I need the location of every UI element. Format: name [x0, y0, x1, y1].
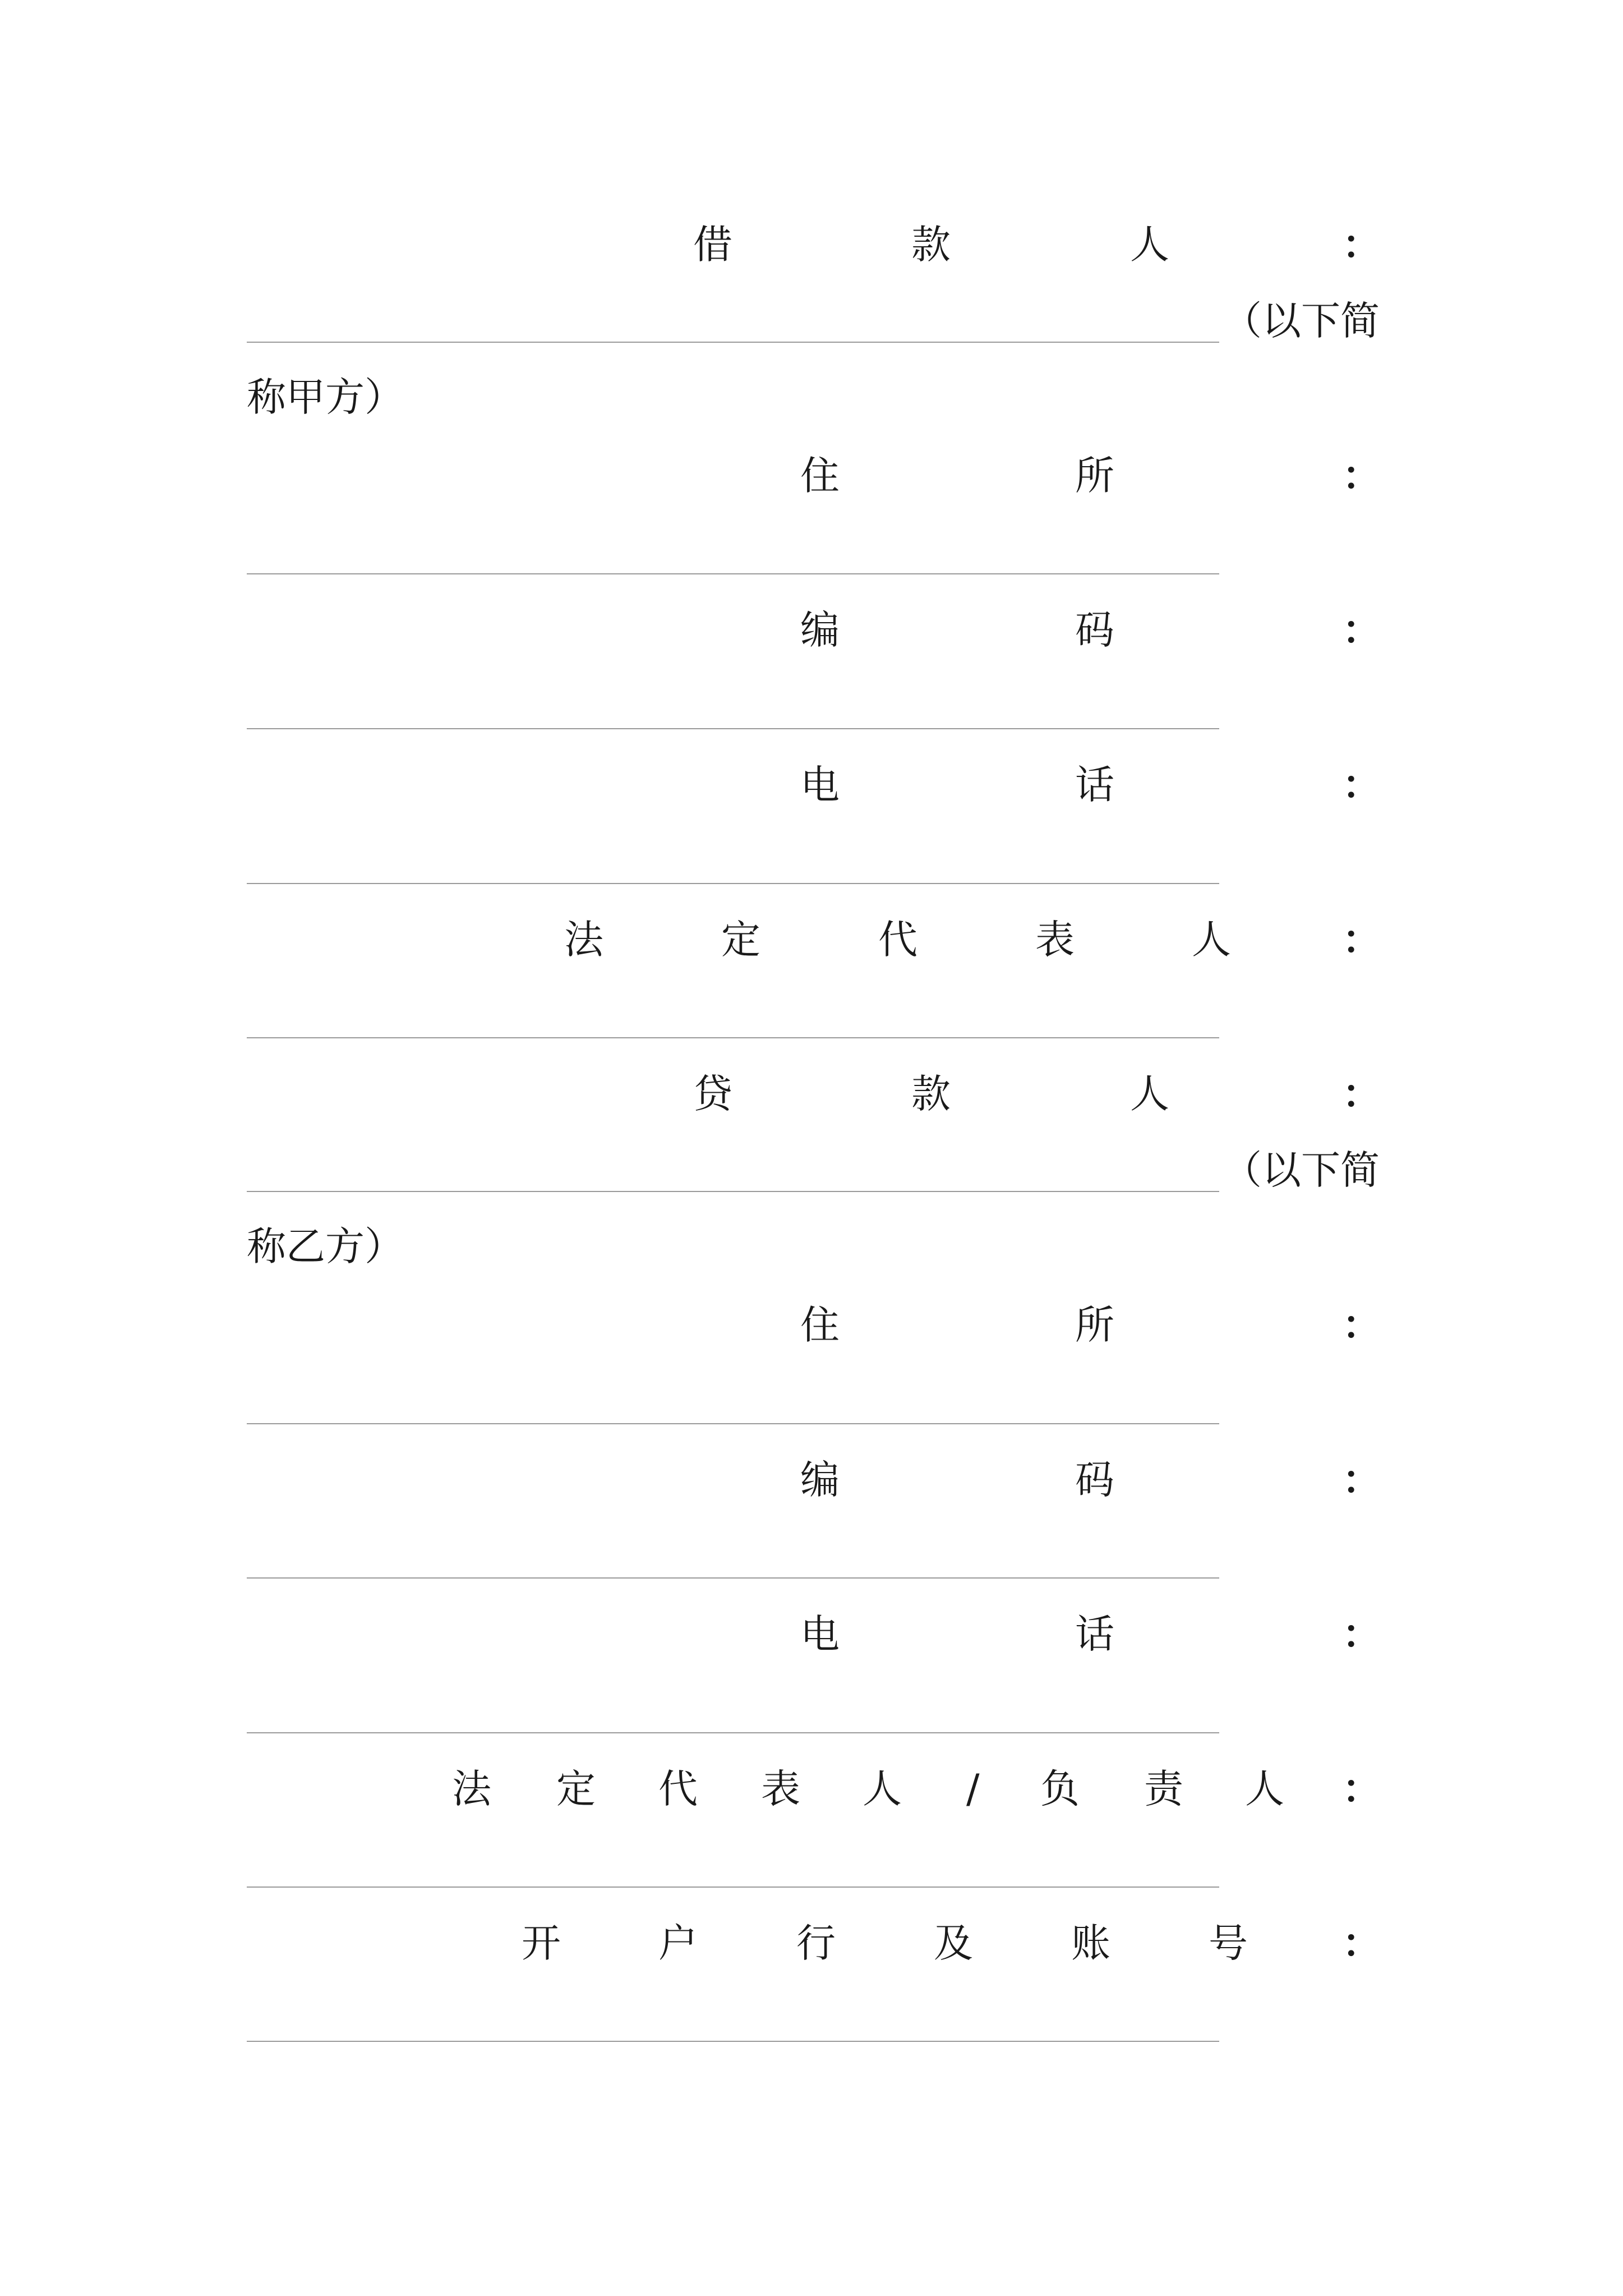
label-char: 法 — [564, 917, 603, 963]
label-char: 款 — [911, 222, 951, 268]
label-char: 款 — [911, 1071, 951, 1117]
colon: ： — [1342, 607, 1381, 653]
label-char: 人 — [1192, 917, 1231, 963]
colon: ： — [1342, 1920, 1381, 1966]
colon: ： — [1342, 1457, 1381, 1503]
legal-rep-fill-line[interactable] — [247, 1887, 1219, 1888]
phone-label — [0, 1606, 1623, 1662]
label-char: 户 — [658, 1920, 698, 1966]
phone-fill-line[interactable] — [247, 883, 1219, 884]
abbrev-note-line2: 称乙方） — [247, 1223, 404, 1269]
colon: ： — [1342, 917, 1381, 963]
label-char: 住 — [800, 1302, 840, 1348]
label-char: 账 — [1071, 1920, 1110, 1966]
label-char: 号 — [1209, 1920, 1248, 1966]
colon: ： — [1342, 1611, 1381, 1657]
borrower-fill-line[interactable] — [247, 342, 1219, 343]
colon: ： — [1342, 1766, 1381, 1812]
label-char: 人 — [863, 1766, 902, 1812]
address-label — [0, 1297, 1623, 1353]
colon: ： — [1342, 222, 1381, 268]
label-char: 代 — [878, 917, 917, 963]
label-char: 开 — [522, 1920, 561, 1966]
colon: ： — [1342, 762, 1381, 808]
label-char: 码 — [1075, 607, 1114, 653]
label-char: 表 — [761, 1766, 800, 1812]
abbrev-note-line1: （以下简 — [1223, 1147, 1380, 1193]
legal-rep-label — [0, 1761, 1623, 1817]
legal-rep-fill-line[interactable] — [247, 1037, 1219, 1038]
label-char: 电 — [800, 1611, 840, 1657]
label-char: 人 — [1130, 1071, 1169, 1117]
label-char: 贷 — [693, 1071, 732, 1117]
label-char: 及 — [934, 1920, 973, 1966]
label-char: 话 — [1075, 1611, 1114, 1657]
lender-fill-line[interactable] — [247, 1191, 1219, 1192]
label-char: 行 — [796, 1920, 836, 1966]
label-char: 借 — [693, 222, 732, 268]
colon: ： — [1342, 1302, 1381, 1348]
colon: ： — [1342, 1071, 1381, 1117]
label-char: 编 — [800, 1457, 840, 1503]
bank-account-label — [0, 1915, 1623, 1971]
colon: ： — [1342, 453, 1381, 499]
label-char: 话 — [1075, 762, 1114, 808]
phone-label — [0, 757, 1623, 813]
bank-account-fill-line[interactable] — [247, 2041, 1219, 2042]
address-label — [0, 448, 1623, 504]
postcode-fill-line[interactable] — [247, 1577, 1219, 1579]
label-char: 法 — [452, 1766, 491, 1812]
label-char: 编 — [800, 607, 840, 653]
address-fill-line[interactable] — [247, 573, 1219, 574]
label-char: 定 — [721, 917, 760, 963]
phone-fill-line[interactable] — [247, 1732, 1219, 1733]
label-char: 住 — [800, 453, 840, 499]
abbrev-note-line1: （以下简 — [1223, 298, 1380, 344]
label-char: 负 — [1040, 1766, 1080, 1812]
legal-rep-label — [0, 912, 1623, 968]
label-char: 人 — [1245, 1766, 1284, 1812]
postcode-label — [0, 1452, 1623, 1508]
address-fill-line[interactable] — [247, 1423, 1219, 1424]
label-char: 定 — [556, 1766, 596, 1812]
label-char: 所 — [1075, 1302, 1114, 1348]
label-char: 代 — [658, 1766, 698, 1812]
label-char: 表 — [1035, 917, 1075, 963]
borrower-label — [0, 217, 1623, 273]
postcode-fill-line[interactable] — [247, 728, 1219, 729]
label-char: 人 — [1130, 222, 1169, 268]
label-char: 所 — [1075, 453, 1114, 499]
abbrev-note-line2: 称甲方） — [247, 374, 404, 420]
lender-label — [0, 1066, 1623, 1122]
label-char: 电 — [800, 762, 840, 808]
label-char: 码 — [1075, 1457, 1114, 1503]
label-char: / — [966, 1766, 980, 1812]
postcode-label — [0, 602, 1623, 658]
label-char: 责 — [1144, 1766, 1183, 1812]
